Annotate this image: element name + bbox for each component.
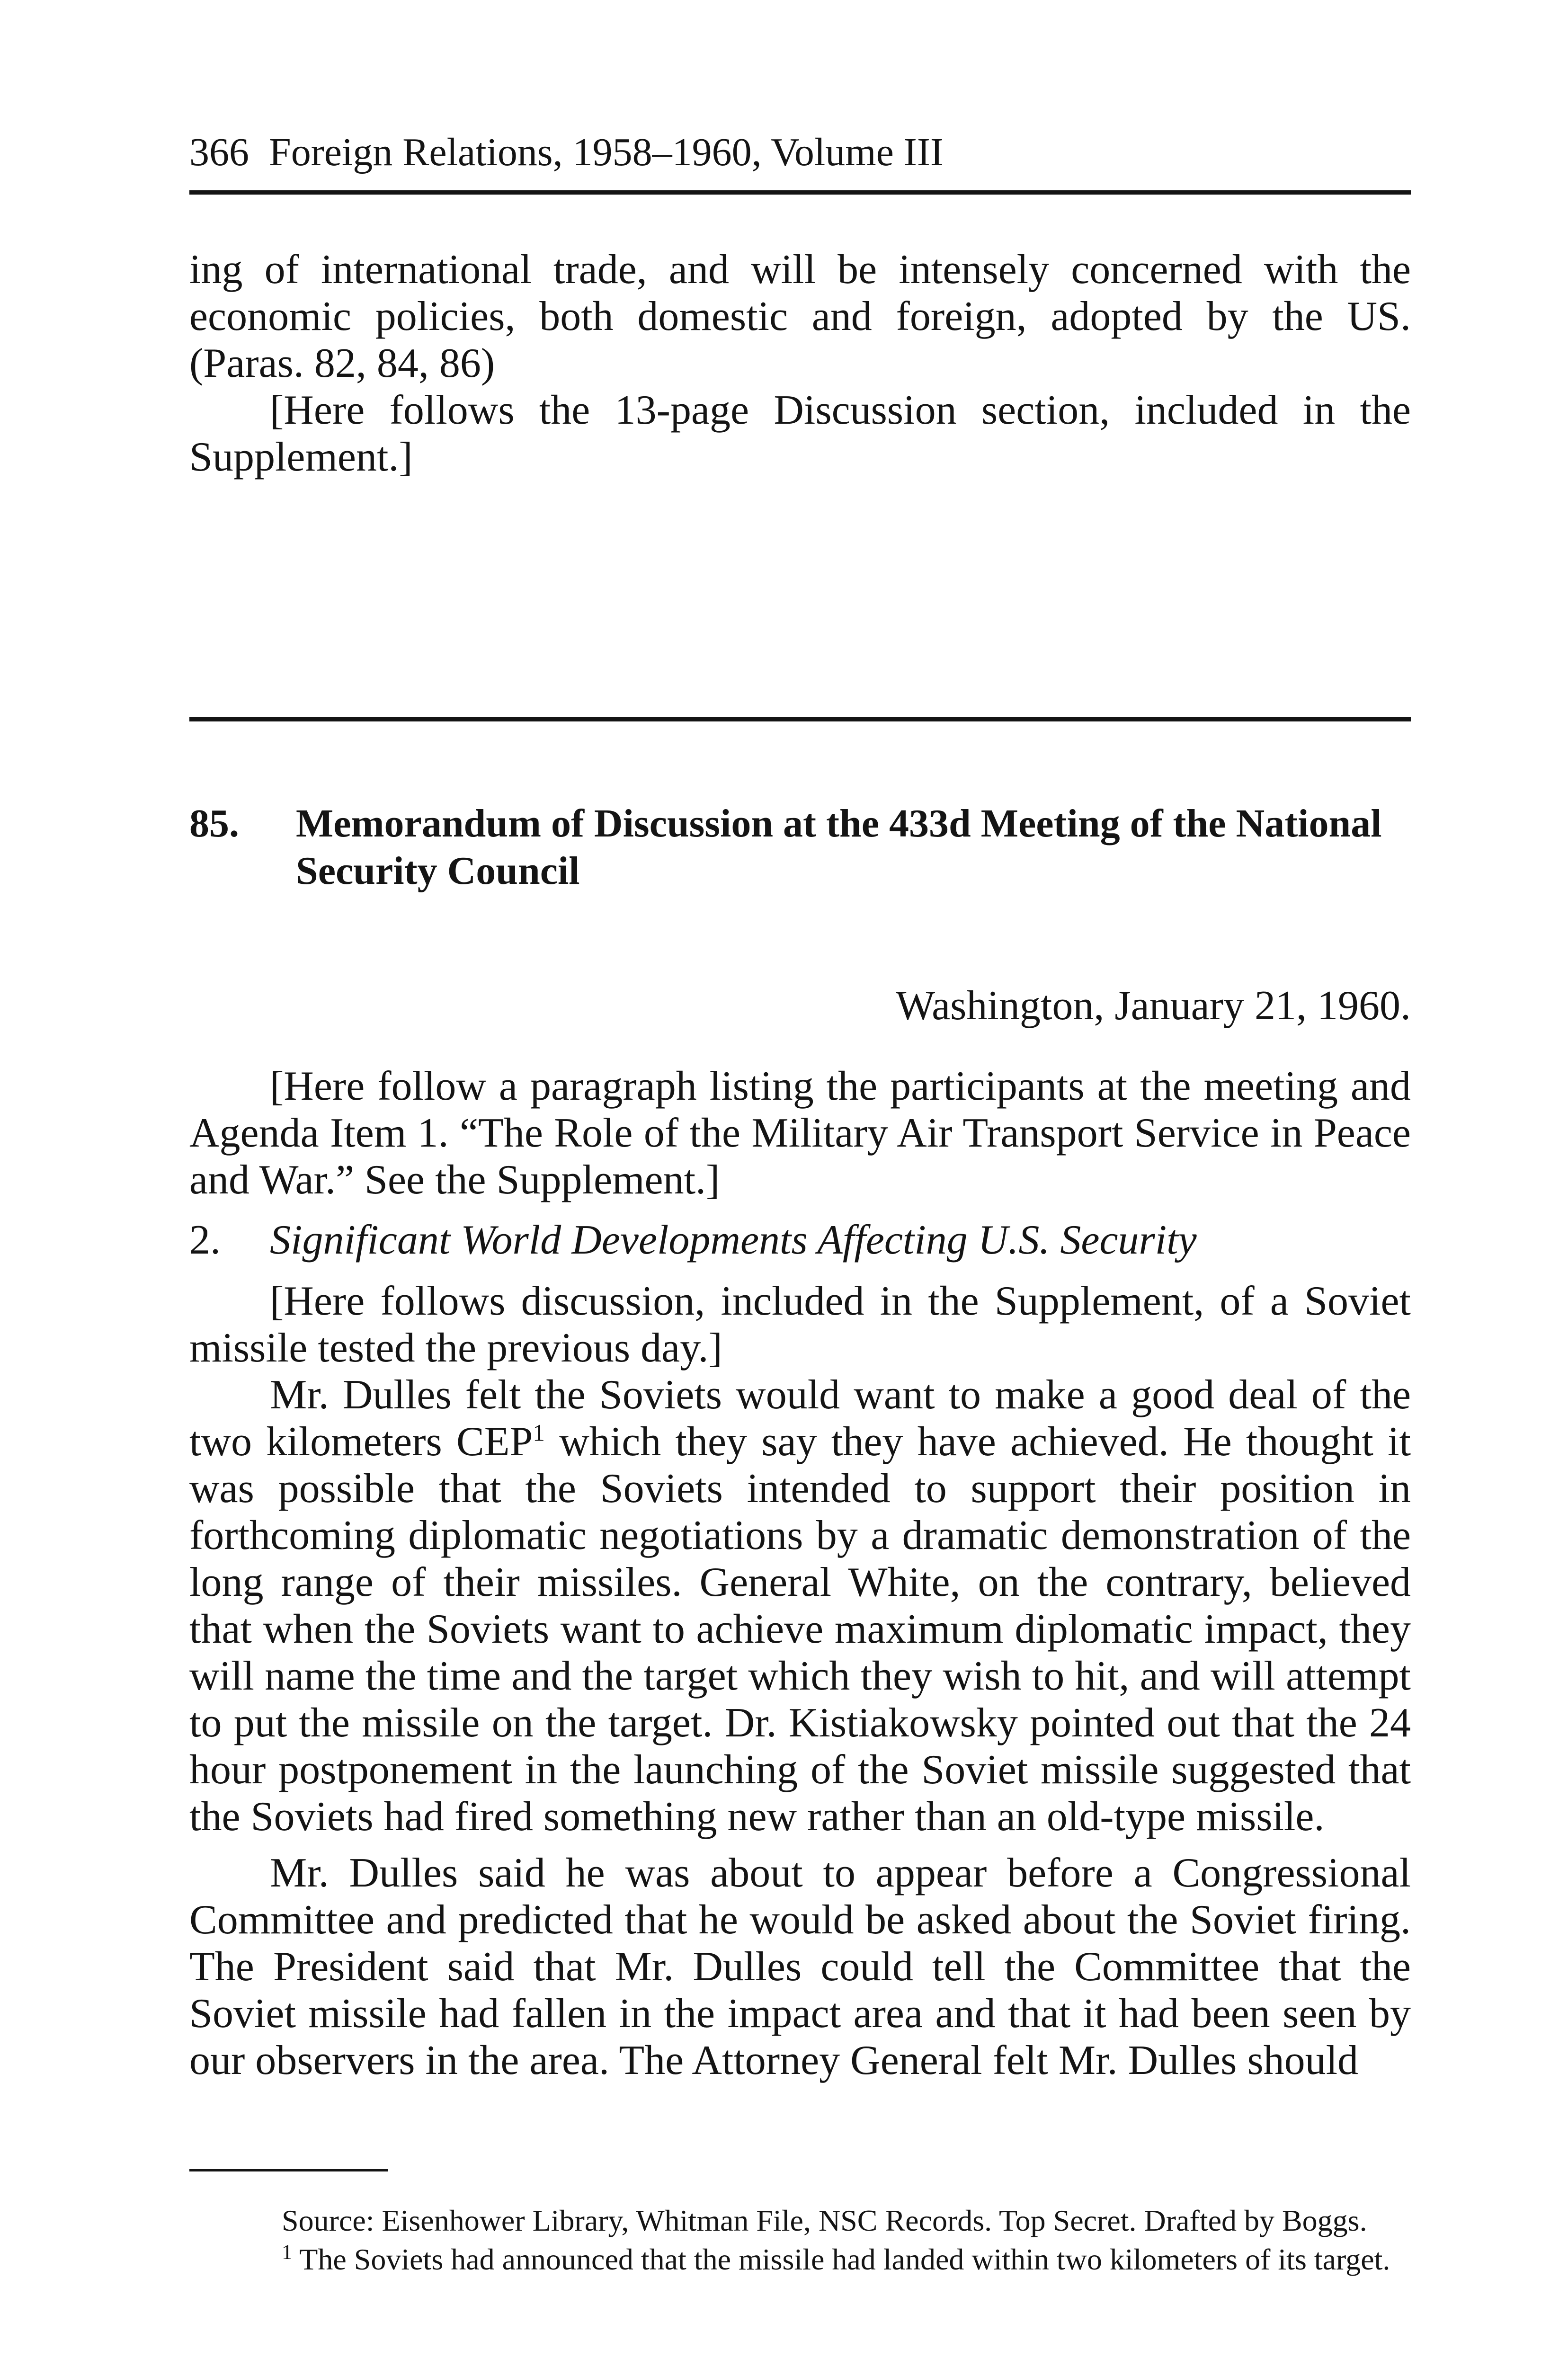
document-title: Memorandum of Discussion at the 433d Meeting of the National Security Council xyxy=(296,801,1382,893)
body-paragraph-1 xyxy=(189,1371,1411,1840)
agenda-item xyxy=(189,1217,1411,1264)
footnotes xyxy=(189,2201,1411,2279)
footnote-1 xyxy=(189,2240,1411,2279)
agenda-item-number: 2. xyxy=(189,1217,221,1263)
agenda-item-title: Significant World Developments Affecting U.S. Security xyxy=(270,1217,1197,1263)
source-note: Source: Eisenhower Library, Whitman File, NSC Records. Top Secret. Drafted by Boggs. xyxy=(282,2204,1367,2237)
header-rule xyxy=(189,190,1411,195)
footnote-1-marker: 1 xyxy=(282,2240,293,2264)
footnote-ref-1: 1 xyxy=(533,1420,545,1447)
footnote-rule xyxy=(189,2169,388,2171)
document-heading xyxy=(189,800,1411,895)
running-title: Foreign Relations, 1958–1960, Volume III xyxy=(269,130,944,174)
item-note: [Here follows discussion, included in the Supplement, of a Soviet missile tested the previous day.] xyxy=(189,1278,1411,1371)
body-paragraph-2: Mr. Dulles said he was about to appear before a Congressional Committee and predicted that he would be asked about the Soviet firing. The President said that Mr. Dulles could tell the Committee that the Soviet missile had fallen in the impact area and that it had been seen by our observers in the area. The Attorney General felt Mr. Dulles should xyxy=(189,1850,1411,2083)
page-number: 366 xyxy=(189,130,249,174)
running-header xyxy=(189,129,1411,176)
document-number: 85. xyxy=(189,801,239,845)
continuation-paragraph: ing of international trade, and will be intensely concerned with the economic policies, both domestic and foreign, adopted by the US. (Paras. 82, 84, 86) xyxy=(189,247,1411,386)
intro-note: [Here follow a paragraph listing the participants at the meeting and Agenda Item 1. “The Role of the Military Air Transport Service in Peace and War.” See the Supplement.] xyxy=(189,1063,1411,1203)
footnote-1-text: The Soviets had announced that the missile had landed within two kilometers of its target. xyxy=(299,2242,1390,2276)
paragraph-1-lead: Mr. Dulles felt the Soviets would want to make a good deal of the two kilometers CEP xyxy=(189,1372,1411,1465)
continued-text xyxy=(189,246,1411,481)
dateline: Washington, January 21, 1960. xyxy=(896,983,1411,1029)
editorial-note: [Here follows the 13-page Discussion section, included in the Supplement.] xyxy=(189,387,1411,480)
section-divider xyxy=(189,717,1411,721)
paragraph-1-rest: which they say they have achieved. He thought it was possible that the Soviets intended to support their position in forthcoming diplomatic negotiations by a dramatic demonstration of the long range of their missiles. General White, on the contrary, believed that when the Soviets want to achieve maximum diplomatic impact, they will name the time and the target which they wish to hit, and will attempt to put the missile on the target. Dr. Kistiakowsky pointed out that the 24 hour postponement in the launching of the Soviet missile suggested that the Soviets had fired something new rather than an old-type missile. xyxy=(189,1419,1411,1840)
document-body xyxy=(189,1063,1411,2084)
